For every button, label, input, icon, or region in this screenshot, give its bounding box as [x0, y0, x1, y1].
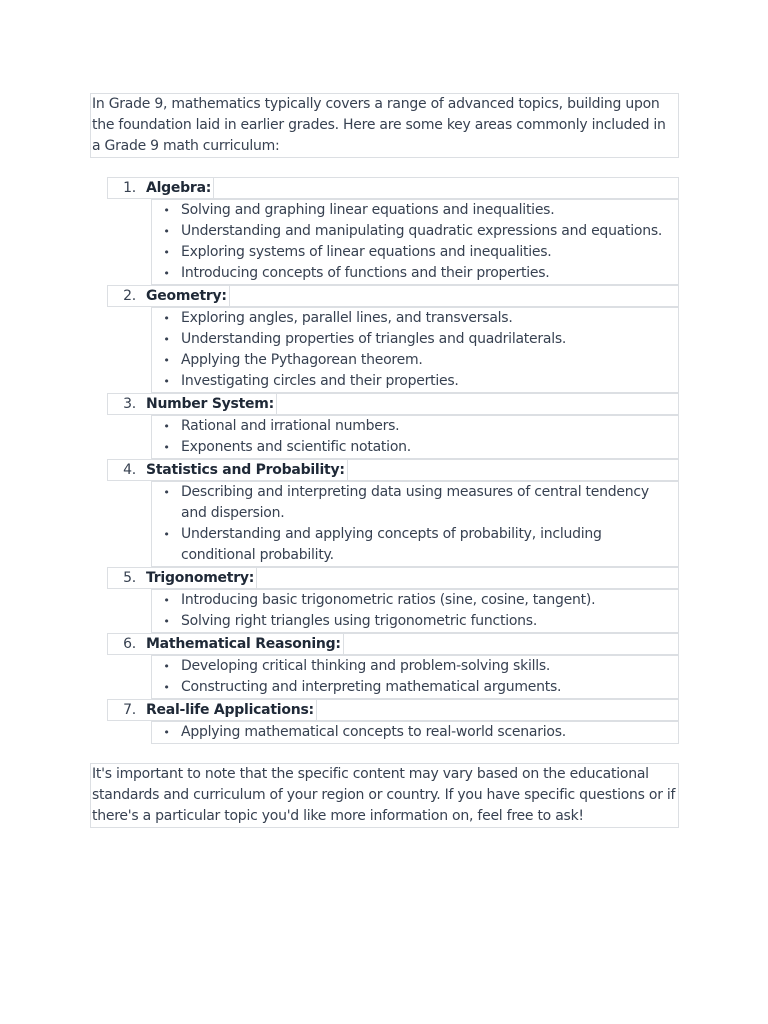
section-item — [107, 633, 679, 699]
topic-text: Describing and interpreting data using measures of central tendency and dispersion. — [181, 484, 649, 521]
section-item — [107, 393, 679, 459]
section-item — [107, 177, 679, 285]
section-heading — [107, 699, 679, 721]
topic-list — [151, 307, 679, 393]
section-title: Statistics and Probability: — [136, 460, 348, 480]
topic-item — [152, 242, 678, 263]
topic-text: Understanding properties of triangles and quadrilaterals. — [181, 331, 567, 347]
section-title: Algebra: — [136, 178, 214, 198]
document-body — [90, 93, 679, 828]
topic-item — [152, 677, 678, 698]
bullet-icon: • — [163, 615, 170, 628]
section-heading — [107, 393, 679, 415]
topic-list — [151, 199, 679, 285]
topic-text: Understanding and applying concepts of probability, including conditional probability. — [181, 526, 602, 563]
topic-text: Exploring systems of linear equations and inequalities. — [181, 244, 552, 260]
bullet-icon: • — [163, 267, 170, 280]
bullet-icon: • — [163, 726, 170, 739]
section-number: 2. — [123, 288, 136, 304]
section-heading — [107, 177, 679, 199]
bullet-icon: • — [163, 528, 170, 541]
topic-item — [152, 350, 678, 371]
bullet-icon: • — [163, 333, 170, 346]
bullet-icon: • — [163, 246, 170, 259]
topic-item — [152, 482, 678, 524]
section-item — [107, 459, 679, 567]
bullet-icon: • — [163, 420, 170, 433]
topic-text: Introducing basic trigonometric ratios (sine, cosine, tangent). — [181, 592, 596, 608]
topic-item — [152, 200, 678, 221]
bullet-icon: • — [163, 204, 170, 217]
topic-item — [152, 308, 678, 329]
bullet-icon: • — [163, 441, 170, 454]
bullet-icon: • — [163, 354, 170, 367]
section-item — [107, 285, 679, 393]
section-title: Geometry: — [136, 286, 230, 306]
topic-item — [152, 611, 678, 632]
topic-list — [151, 655, 679, 699]
bullet-icon: • — [163, 375, 170, 388]
topic-text: Solving and graphing linear equations and inequalities. — [181, 202, 555, 218]
topic-text: Constructing and interpreting mathematical arguments. — [181, 679, 562, 695]
topic-list — [151, 721, 679, 744]
section-heading — [107, 567, 679, 589]
topic-item — [152, 656, 678, 677]
section-item — [107, 567, 679, 633]
curriculum-list — [107, 177, 679, 744]
section-item — [107, 699, 679, 744]
topic-text: Introducing concepts of functions and their properties. — [181, 265, 550, 281]
section-title: Number System: — [136, 394, 277, 414]
topic-item — [152, 329, 678, 350]
section-number: 3. — [123, 396, 136, 412]
section-number: 1. — [123, 180, 136, 196]
section-number: 7. — [123, 702, 136, 718]
topic-item — [152, 371, 678, 392]
section-number: 5. — [123, 570, 136, 586]
bullet-icon: • — [163, 225, 170, 238]
topic-text: Developing critical thinking and problem-solving skills. — [181, 658, 551, 674]
topic-list — [151, 589, 679, 633]
topic-text: Applying the Pythagorean theorem. — [181, 352, 423, 368]
section-title: Mathematical Reasoning: — [136, 634, 344, 654]
intro-paragraph: In Grade 9, mathematics typically covers a range of advanced topics, building upon the foundation laid in earlier grades. Here are some key areas commonly included in a Grade 9 math curriculum: — [90, 93, 679, 158]
section-heading — [107, 633, 679, 655]
topic-list — [151, 481, 679, 567]
topic-item — [152, 416, 678, 437]
topic-text: Exponents and scientific notation. — [181, 439, 411, 455]
section-heading — [107, 459, 679, 481]
topic-item — [152, 263, 678, 284]
section-heading — [107, 285, 679, 307]
bullet-icon: • — [163, 681, 170, 694]
topic-item — [152, 590, 678, 611]
topic-item — [152, 221, 678, 242]
section-title: Real-life Applications: — [136, 700, 317, 720]
topic-text: Rational and irrational numbers. — [181, 418, 400, 434]
topic-item — [152, 524, 678, 566]
topic-text: Solving right triangles using trigonometric functions. — [181, 613, 538, 629]
section-number: 4. — [123, 462, 136, 478]
topic-text: Investigating circles and their properties. — [181, 373, 459, 389]
topic-text: Exploring angles, parallel lines, and transversals. — [181, 310, 513, 326]
closing-paragraph: It's important to note that the specific content may vary based on the educational standards and curriculum of your region or country. If you have specific questions or if there's a particular topic you'd like more information on, feel free to ask! — [90, 763, 679, 828]
topic-text: Applying mathematical concepts to real-world scenarios. — [181, 724, 566, 740]
topic-list — [151, 415, 679, 459]
topic-item — [152, 722, 678, 743]
topic-text: Understanding and manipulating quadratic expressions and equations. — [181, 223, 663, 239]
section-title: Trigonometry: — [136, 568, 257, 588]
topic-item — [152, 437, 678, 458]
bullet-icon: • — [163, 486, 170, 499]
bullet-icon: • — [163, 594, 170, 607]
section-number: 6. — [123, 636, 136, 652]
bullet-icon: • — [163, 660, 170, 673]
bullet-icon: • — [163, 312, 170, 325]
